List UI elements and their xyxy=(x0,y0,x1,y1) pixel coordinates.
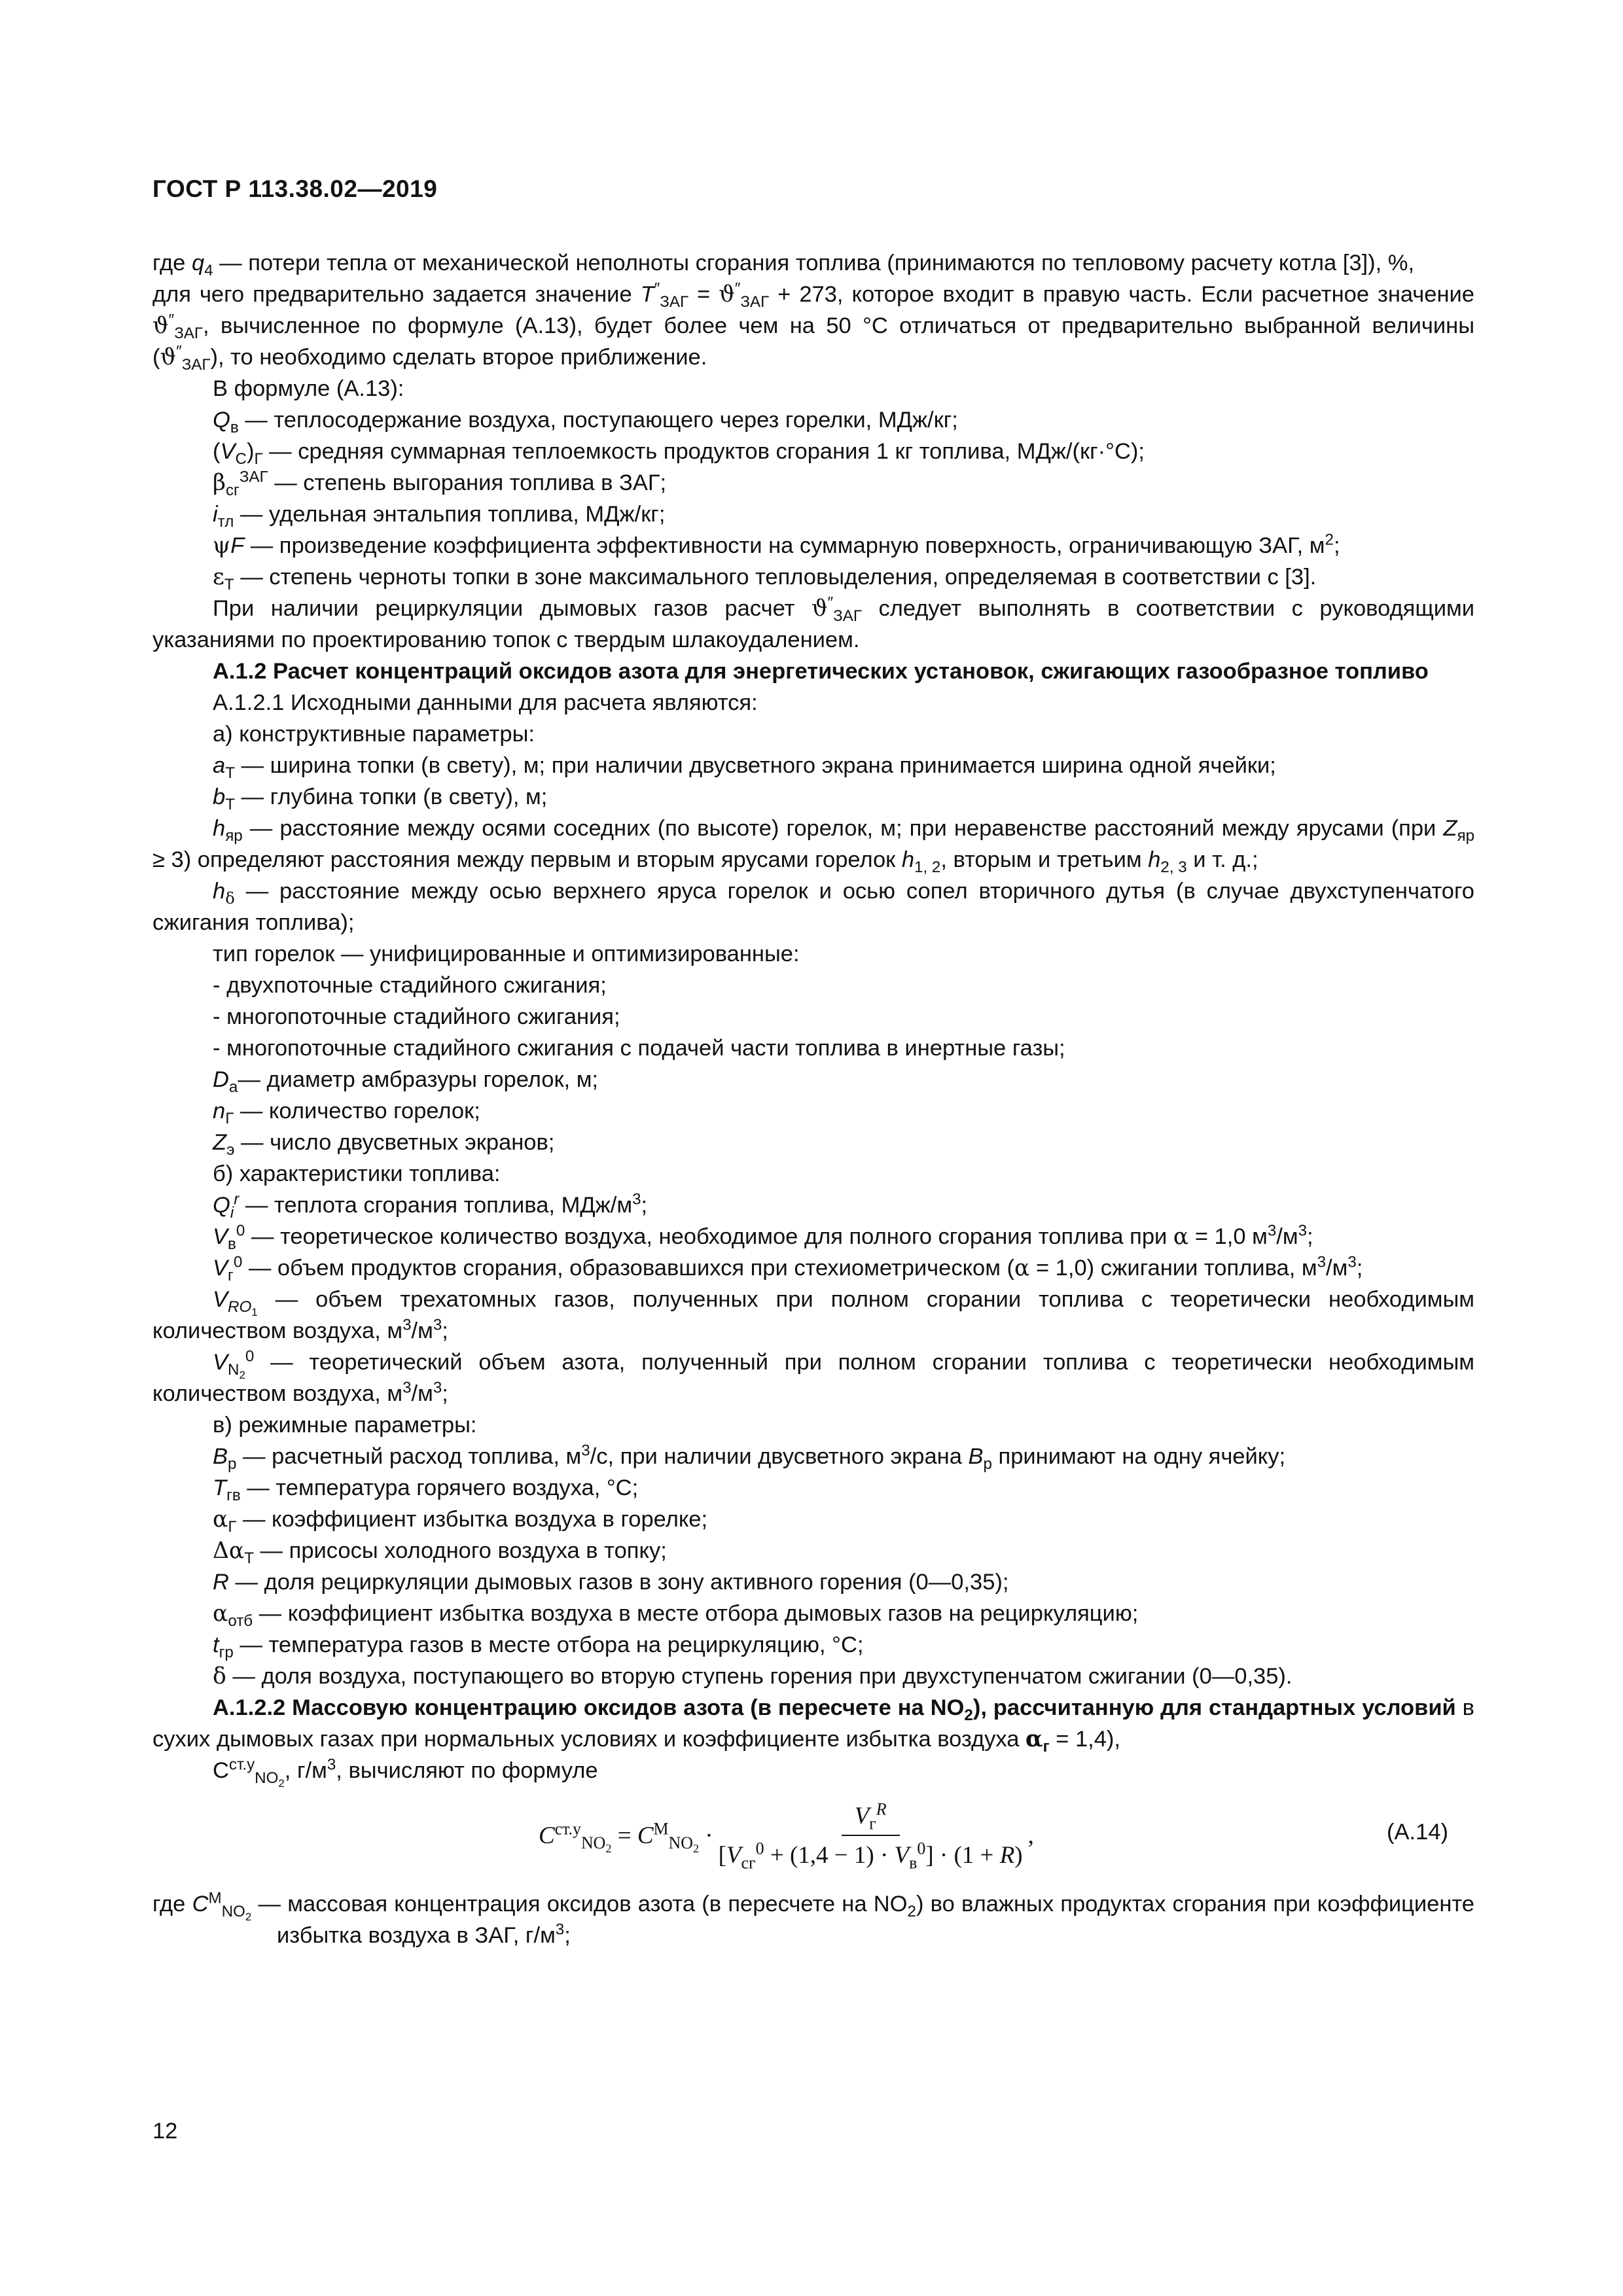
burner-type-3: - многопоточные стадийного сжигания с подачей части топлива в инертные газы; xyxy=(213,1036,1065,1061)
paragraph-a121: А.1.2.1 Исходными данными для расчета являются: xyxy=(213,690,758,715)
formula-a14 xyxy=(152,1790,1474,1882)
equation-number: (А.14) xyxy=(1387,1820,1448,1845)
document-body xyxy=(152,247,1474,1951)
paragraph-recirculation: При наличии рециркуляции дымовых газов расчет $ϑ''_{ЗАГ}$ следует выполнять в соответствии с руководящими указаниями по проектированию топок с твердым шлакоудалением. xyxy=(152,593,1474,652)
def-hyar: $h_{яр}$ — расстояние между осями соседних (по высоте) горелок, м; при неравенстве расстояний между ярусами (при $Z_{яр} \ge 3$) определяют расстояния между первым и вторым ярусами горелок $h_{1, 2}$, вторым и третьим $h_{2, 3}$ и т. д.; xyxy=(152,816,1474,876)
def-alpha-g: $\alpha_Г$ — коэффициент избытка воздуха в горелке; xyxy=(213,1506,708,1536)
def-bp: $B_р$ — расчетный расход топлива, $м^3/с$, при наличии двусветного экрана $B_р$ принимают на одну ячейку; xyxy=(213,1441,1286,1473)
def-r: R — доля рециркуляции дымовых газов в зону активного горения (0—0,35); xyxy=(213,1570,1009,1595)
def-alpha-otb: $\alpha_{отб}$ — коэффициент избытка воздуха в месте отбора дымовых газов на рециркуляцию; xyxy=(213,1600,1139,1630)
def-da: $D_а—$ диаметр амбразуры горелок, м; xyxy=(213,1067,599,1096)
paragraph-preliminary: для чего предварительно задается значение $T''_{ЗАГ} = ϑ''_{ЗАГ} + 273$, которое входит в правую часть. Если расчетное значение $ϑ''_{ЗАГ}$, вычисленное по формуле (А.13), будет более чем на 50 °С отличаться от предварительно выбранной величины $(ϑ''_{ЗАГ})$, то необходимо сделать второе приближение. xyxy=(152,279,1474,374)
def-hdelta: $h_\delta$ — расстояние между осью верхнего яруса горелок и осью сопел вторичного дутья (в случае двухступенчатого сжигания топлива); xyxy=(152,879,1474,935)
def-ze: $Z_э$ — число двусветных экранов; xyxy=(213,1130,555,1159)
document-header: ГОСТ Р 113.38.02—2019 xyxy=(152,175,438,202)
def-beta: $\beta_{сг}^{ЗАГ}$ — степень выгорания топлива в ЗАГ; xyxy=(213,468,667,499)
def-eps: $\varepsilon_Т$ — степень черноты топки в зоне максимального тепловыделения, определяемая в соответствии с [3]. xyxy=(213,564,1317,593)
page-number: 12 xyxy=(152,2119,178,2144)
def-vro: $V_{RO_1}$ — объем трехатомных газов, полученных при полном сгорании топлива с теоретически необходимым количеством воздуха, $м^3/м^3$; xyxy=(152,1287,1474,1343)
burner-types: тип горелок — унифицированные и оптимизированные: xyxy=(213,942,800,966)
paragraph-a122: А.1.2.2 Массовую концентрацию оксидов азота (в пересчете на $NO_2$), рассчитанную для стандартных условий в сухих дымовых газах при нормальных условиях и коэффициенте избытка воздуха $\alpha_г = 1,4$), xyxy=(152,1695,1474,1756)
paragraph-formula-a13: В формуле (А.13): xyxy=(213,376,404,401)
def-dalpha-t: $\Delta\alpha_Т$ — присосы холодного воздуха в топку; xyxy=(213,1538,667,1567)
def-psif: ψF — произведение коэффициента эффективности на суммарную поверхность, ограничивающую ЗАГ, $м^2$; xyxy=(213,531,1340,559)
list-header-a: а) конструктивные параметры: xyxy=(213,722,535,747)
def-cm-no2: где $C^М_{NO_2}$ — массовая концентрация оксидов азота (в пересчете на $NO_2$) во влажных продуктах сгорания при коэффициенте избытка воздуха в ЗАГ, $г/м^3$; xyxy=(152,1889,1474,1948)
def-ng: $n_Г$ — количество горелок; xyxy=(213,1099,480,1127)
formula-fraction: $\frac{V_г^R}{[V_{сг}^0 + (1,4 - 1) \cdot V_в^0] \cdot (1 + R)}$ xyxy=(718,1799,1023,1873)
def-qir: $Q_i^r$ — теплота сгорания топлива, МДж/$м^3$; xyxy=(213,1190,648,1222)
formula-expression: $C^{ст.у}_{NO_2} = C^М_{NO_2}$ · $\frac{V_г^R}{[V_{сг}^0 + (1,4 - 1) \cdot V_в^0] \cdot (1 + R)}$ , xyxy=(539,1799,1034,1873)
def-vv0: $V_в^0$ — теоретическое количество воздуха, необходимое для полного сгорания топлива при α = 1,0 $м^3/м^3$; xyxy=(213,1222,1313,1253)
def-qv: $Q_в$ — теплосодержание воздуха, поступающего через горелки, МДж/кг; xyxy=(213,408,958,436)
def-at: $a_Т$ — ширина топки (в свету), м; при наличии двусветного экрана принимается ширина одной ячейки; xyxy=(213,753,1276,782)
def-vn2: $V_{N_2}^0$ — теоретический объем азота, полученный при полном сгорании топлива с теоретически необходимым количеством воздуха, $м^3/м^3$; xyxy=(152,1347,1474,1406)
def-tgr: $t_{гр}$ — температура газов в месте отбора на рециркуляцию, °С; xyxy=(213,1633,864,1661)
def-delta: δ — доля воздуха, поступающего во вторую ступень горения при двухступенчатом сжигании (0—0,35). xyxy=(213,1663,1293,1689)
def-vc: $(V_C)_Г$ — средняя суммарная теплоемкость продуктов сгорания 1 кг топлива, МДж/(кг·°С); xyxy=(213,439,1145,468)
burner-type-1: - двухпоточные стадийного сжигания; xyxy=(213,973,607,998)
def-bt: $b_Т$ — глубина топки (в свету), м; xyxy=(213,785,548,813)
def-vg0: $V_г^0$ — объем продуктов сгорания, образовавшихся при стехиометрическом (α = 1,0) сжигании топлива, $м^3/м^3$; xyxy=(213,1253,1363,1284)
def-tgv: $T_{гв}$ — температура горячего воздуха, °С; xyxy=(213,1475,639,1504)
def-itl: $i_{тл}$ — удельная энтальпия топлива, МДж/кг; xyxy=(213,502,666,531)
paragraph-q4: где $q_4$ — потери тепла от механической неполноты сгорания топлива (принимаются по тепловому расчету котла [3]), %, xyxy=(152,251,1415,279)
list-header-c: в) режимные параметры: xyxy=(213,1413,477,1438)
paragraph-a122-cont: $C^{ст.у}_{NO_2}$, $г/м^3$, вычисляют по формуле xyxy=(213,1756,598,1790)
section-heading-a12: А.1.2 Расчет концентраций оксидов азота для энергетических установок, сжигающих газообразное топливо xyxy=(213,659,1429,684)
burner-type-2: - многопоточные стадийного сжигания; xyxy=(213,1004,620,1029)
list-header-b: б) характеристики топлива: xyxy=(213,1161,501,1186)
